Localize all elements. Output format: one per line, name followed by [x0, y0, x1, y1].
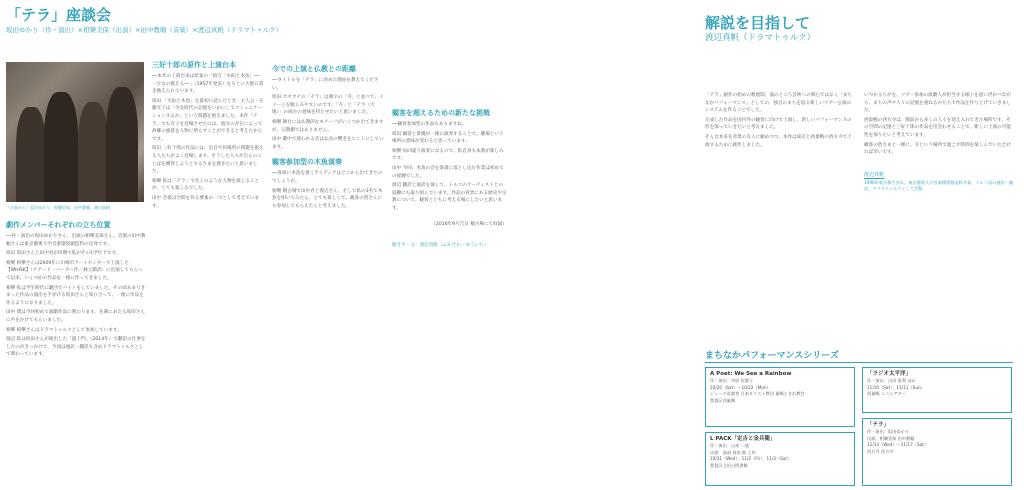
box-row: 10/20（Sat）～10/22（Mon） — [710, 384, 771, 390]
essay-title: 解説を目指して — [705, 14, 811, 32]
paragraph: 「テラ」創作の始めの数週間、演のところ芸術への関心ではなく「まちなかパフォーマンス」としての、独自のまちを巡る新しいツアー公演のシステムを作ることでした。 — [705, 93, 853, 114]
box-row: 10/31（Wed）、11/2（Fri）、11/3（Sat） — [710, 456, 792, 462]
paragraph: 相樂 私は「テラ」で光子のような人物を演じることが、とても楽しみでした。 — [152, 178, 260, 192]
series-rule — [705, 362, 1013, 363]
box-title: A Poet: We See a Rainbow — [710, 371, 792, 377]
series-box-1 — [705, 367, 855, 427]
participants: 坂田ゆかり（作・演出）×相樂美保（出演）×田中教順（音楽）×渡辺真帆（ドラマトゥルク） — [6, 26, 283, 34]
right-header — [705, 14, 1005, 44]
paragraph: ──客席に木魚を置くアイディアはどこから出てきたのでしょうか。 — [272, 171, 383, 184]
section-heading: 劇作メンバーそれぞれの立ち位置 — [6, 221, 111, 229]
paragraph: 渡辺 翻訳と通訳を通して、トルコのアーティストとの協働にも取り組んでいます。作品の背景にある歴史や宗教について、観客とともに考える場にしたいと思います。 — [392, 183, 507, 211]
box-title: L PACK「定吉と金兵衛」 — [710, 436, 776, 442]
paragraph: 坂田 カタカナの「テラ」は漢字の「寺」と並べて、イメージを膨らみやすいのです。「寺」と「テラ（大地）」の両方の意味を持たせたいと思いました。 — [272, 95, 384, 116]
box-row: 出演：高須 真次 郎 上杉 — [710, 449, 756, 455]
right-col-2 — [864, 92, 1014, 195]
paragraph: そんな本来を背景の友人に頼めつつ、本作は東京と西巣鴨の西方寺で上演するために創作しました。 — [705, 134, 852, 148]
paragraph: 田中 劇中で使われる音は仏具の響きをヒントにしています。 — [272, 137, 384, 150]
paragraph: ──観客参加型の作品もありますね。 — [392, 122, 467, 127]
box-row: 出演：相樂美保 田中教順 — [867, 435, 915, 441]
box-row: 豊島区西巣鴨 — [710, 397, 736, 403]
left-col-2 — [152, 54, 264, 212]
paragraph: ──タイトルを「テラ」に決めた理由を教えてください。 — [272, 78, 379, 91]
paragraph: 相樂 毎回違う演奏になるので、私自身も本番が楽しみです。 — [392, 148, 504, 162]
paragraph: 田中 音楽は空間を作る要素の一つとして考えています。 — [152, 195, 260, 209]
box-row: 豊島区立田台図書館 — [710, 462, 748, 468]
section-heading: 観客参加型の木魚演奏 — [272, 158, 342, 167]
author-caption: 1990年東京都生まれ。東京藝術大学音楽環境創造科卒業。トルコ語の通訳・翻訳、ドラマトゥルクとして活動。 — [864, 179, 1014, 192]
section-heading: 今での上演と仏教との距離 — [272, 65, 356, 73]
paragraph: 相樂 相樂さんはドラマトゥルクとして参加しています。 — [6, 327, 122, 333]
left-col-3 — [272, 8, 384, 212]
right-col-1 — [705, 92, 855, 151]
box-row: 11/14（Wed）～11/17（Sat） — [867, 442, 929, 448]
paragraph: ──本作の上演台本は原案の「捨吉「水仙と木魚」──一少女の歌える──」（1957年発表）をもとに大胆に書き換えられています。 — [152, 74, 264, 95]
paragraph: 西巣鴨の西方寺は、戦前から多くの人々を迎え入れてきた場所です。その空間の記憶と三好十郎の作品を出会わせることで、新しい上演の可能性を探りたいと考えています。 — [864, 117, 1011, 138]
box-row: 作・演出：坂田ゆかり — [867, 429, 909, 434]
paragraph: いつか玉ちがを、ツアー参加の演劇人が担当する様子を思い浮かべながら、まちの声や人々の記憶を重ねるかたちで作品を作り上げていきました。 — [864, 93, 1011, 114]
left-col-1 — [6, 214, 146, 361]
paragraph: 完成した作品を国内外の観客に向けて上演し、新しいパフォーマンスの形を探っていきたいと考えました。 — [705, 117, 852, 131]
section-heading: 三好十郎の原作と上演台本 — [152, 61, 236, 69]
paragraph: 坂田 観客と俳優が一緒に演奏することで、劇場という場所の意味が変わると思っています。 — [392, 131, 504, 145]
series-box-4 — [862, 418, 1012, 486]
box-title: 「ラジオ太平洋」 — [867, 371, 912, 377]
footer-credit: 聞き手・文：渡辺真帆（ふかざわ・ゆういち） — [392, 243, 489, 249]
box-row: 作・演出：山本 一徳 — [710, 443, 750, 448]
page-title: 「テラ」座談会 — [6, 6, 112, 24]
box-row: 西方寺 西方寺 — [867, 448, 894, 454]
box-row: 11/10（Sat）、11/11（Sun） — [867, 384, 925, 390]
box-row: 作・演出：山田 恵利 ほか — [867, 378, 916, 383]
left-col-4 — [392, 8, 507, 252]
box-row: 作・演出：市原 佐都子 — [710, 378, 754, 383]
paragraph: 相樂 私は学生時代に劇団でバイトをしていました。その頃あまりきまった作品の演出を手がける坂田さんと知り合って、一緒に作品を作るようになりました。 — [6, 285, 146, 306]
section-heading: 観客を超えるための新たな挑戦 — [392, 109, 490, 117]
paragraph: 相樂 舞台には仏教的なモチーフがいくつか出てきますが、宗教劇ではありません。 — [272, 119, 384, 133]
paragraph: 観客の皆さまと一緒に、寺という場所で過ごす時間を楽しんでいただければ幸いです。 — [864, 142, 1012, 156]
paragraph: ──作・演出の坂田ゆかりさん、出演の相樂美保さん、音楽の田中教順さんは東京藝術大学音楽環境創造科の出身です。 — [6, 234, 146, 247]
group-photo — [6, 62, 144, 202]
essay-author: 渡辺真帆（ドラマトゥルク） — [705, 33, 816, 43]
author-caption-title: 渡辺真帆 — [864, 171, 885, 178]
paragraph: 相樂 稽古場で田中君と渡辺さん、そして私の3名で木魚を叩いてみたら、とても楽しくて。観客の皆さんにも参加してもらえたらと考えました。 — [272, 188, 383, 209]
box-title: 「テラ」 — [867, 422, 890, 428]
paragraph: 田中 今回、木魚の音を楽譜に落とし込む作業は初めての経験でした。 — [392, 165, 504, 179]
paragraph: 坂田 「水仙と木魚」を最初に読んだとき、主人公・京藤光子は「少女時代の記憶をいかにしてコミュニケーションするか」という問題を抱えました。本作「テラ」でも光子を登場させたのは、彼女の存在によって故郷の風景を人物に照らすことができると考えたからです。 — [152, 98, 264, 142]
paragraph: 坂田 三好十郎の作品には、出自や居場所の問題を抱える人たちがよく登場します。そうした人々が自らのことばを獲得しようとするさまを描きたいと思いました。 — [152, 146, 264, 175]
photo-caption: （左奥から）坂田ゆかり、相樂美保、田中教順、渡辺真帆 — [6, 205, 110, 210]
series-box-3 — [862, 367, 1012, 413]
paragraph: 相樂 相樂さんは2009年に川崎市アートセンターで上演した【WHISK】（チアード・バーカー作／林立騎訳）に出演してもらって以来、いくつかの作品を一緒に作ってきました。 — [6, 260, 143, 281]
series-box-2 — [705, 432, 855, 486]
paragraph: 坂田 坂田さんと田中君が同期で私がその1学年下です。 — [6, 251, 121, 257]
footer-note: （2016年9月吉日 稽古場にて収録） — [431, 221, 507, 227]
paragraph: 田中 僕は今回初めて演劇作品に関わります。先輩にあたる坂田さんに声をかけてもらいました。 — [6, 310, 145, 323]
box-row: ジューク音楽堂 日本キリスト教団 巣鴨ときわ教会 — [710, 391, 805, 397]
paragraph: 渡辺 私は坂田さんが演出した「露土門」（2014年）で翻訳の仕事をしたのがきっかけで、今回は通訳・翻訳も含めドラマトゥルクとして関わっています。 — [6, 337, 146, 358]
series-title: まちなかパフォーマンスシリーズ — [705, 351, 839, 361]
box-row: 西巣鴨 ミニシアター — [867, 391, 906, 397]
